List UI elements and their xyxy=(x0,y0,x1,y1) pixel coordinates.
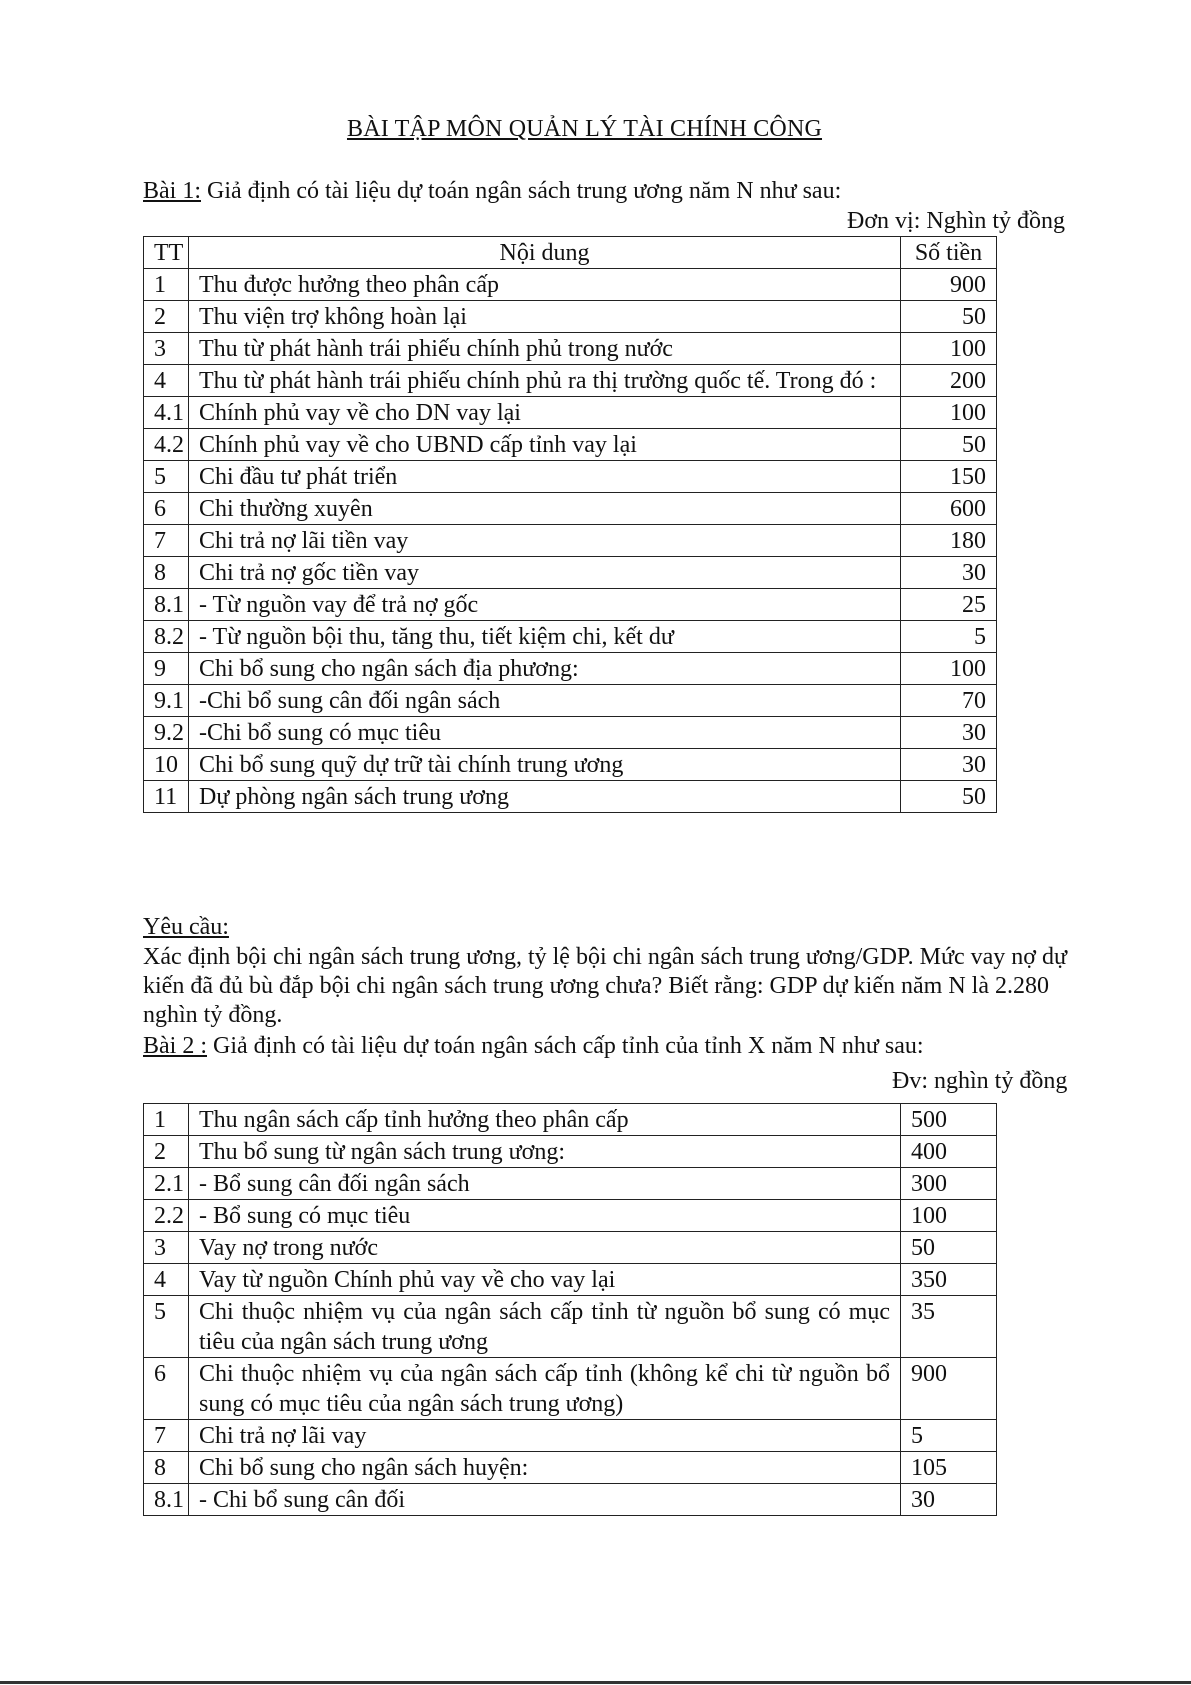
row-tt: 8.1 xyxy=(144,589,189,621)
bai1-header-row xyxy=(144,237,997,269)
table-row xyxy=(144,333,997,365)
table-row xyxy=(144,717,997,749)
table-row xyxy=(144,749,997,781)
row-content: Chi đầu tư phát triển xyxy=(189,461,901,493)
bai1-intro xyxy=(143,178,841,205)
requirement-text: Xác định bội chi ngân sách trung ương, tỷ lệ bội chi ngân sách trung ương/GDP. Mức vay nợ dự kiến đã đủ bù đắp bội chi ngân sách trung ương chưa? Biết rằng: GDP dự kiến năm N là 2.280 nghìn tỷ đồng. xyxy=(143,944,1067,1028)
row-tt: 3 xyxy=(144,1232,189,1264)
row-content: Chi trả nợ lãi vay xyxy=(189,1420,901,1452)
row-content: Chi thuộc nhiệm vụ của ngân sách cấp tỉnh từ nguồn bổ sung có mục tiêu của ngân sách trung ương xyxy=(189,1296,901,1358)
table-row xyxy=(144,781,997,813)
row-content: Thu bổ sung từ ngân sách trung ương: xyxy=(189,1136,901,1168)
table-row xyxy=(144,1200,997,1232)
row-content: Thu từ phát hành trái phiếu chính phủ ra thị trường quốc tế. Trong đó : xyxy=(189,365,901,397)
row-amount: 400 xyxy=(901,1136,997,1168)
row-amount: 600 xyxy=(901,493,997,525)
table-row xyxy=(144,269,997,301)
bai2-unit: Đv: nghìn tỷ đồng xyxy=(892,1068,1068,1094)
row-tt: 7 xyxy=(144,1420,189,1452)
table-row xyxy=(144,1136,997,1168)
row-content: -Chi bổ sung cân đối ngân sách xyxy=(189,685,901,717)
table-row xyxy=(144,557,997,589)
row-content: Thu ngân sách cấp tỉnh hưởng theo phân cấp xyxy=(189,1104,901,1136)
row-content: Chi thường xuyên xyxy=(189,493,901,525)
table-row xyxy=(144,525,997,557)
row-content: -Chi bổ sung có mục tiêu xyxy=(189,717,901,749)
row-amount: 105 xyxy=(901,1452,997,1484)
row-tt: 4.1 xyxy=(144,397,189,429)
row-amount: 900 xyxy=(901,1358,997,1420)
table-row xyxy=(144,493,997,525)
row-tt: 2 xyxy=(144,301,189,333)
row-amount: 180 xyxy=(901,525,997,557)
table-row xyxy=(144,1484,997,1516)
row-tt: 9.1 xyxy=(144,685,189,717)
row-amount: 35 xyxy=(901,1296,997,1358)
row-amount: 100 xyxy=(901,653,997,685)
table-row xyxy=(144,1232,997,1264)
table-row xyxy=(144,1104,997,1136)
row-amount: 5 xyxy=(901,1420,997,1452)
requirement-heading xyxy=(143,914,229,941)
row-amount: 900 xyxy=(901,269,997,301)
row-content: Thu từ phát hành trái phiếu chính phủ trong nước xyxy=(189,333,901,365)
row-amount: 200 xyxy=(901,365,997,397)
row-amount: 30 xyxy=(901,1484,997,1516)
row-tt: 7 xyxy=(144,525,189,557)
row-content: - Từ nguồn vay để trả nợ gốc xyxy=(189,589,901,621)
row-tt: 4 xyxy=(144,1264,189,1296)
requirement-label: Yêu cầu: xyxy=(143,914,229,940)
bai2-intro-text: Giả định có tài liệu dự toán ngân sách cấp tỉnh của tỉnh X năm N như sau: xyxy=(213,1033,924,1059)
row-tt: 8 xyxy=(144,557,189,589)
row-content: Chi trả nợ gốc tiền vay xyxy=(189,557,901,589)
bai2-label: Bài 2 : xyxy=(143,1033,207,1059)
row-amount: 30 xyxy=(901,557,997,589)
row-amount: 50 xyxy=(901,301,997,333)
row-content: Vay nợ trong nước xyxy=(189,1232,901,1264)
table-row xyxy=(144,1168,997,1200)
table-row xyxy=(144,1264,997,1296)
bai2-intro xyxy=(143,1033,924,1060)
row-amount: 5 xyxy=(901,621,997,653)
row-tt: 4.2 xyxy=(144,429,189,461)
bai1-unit: Đơn vị: Nghìn tỷ đồng xyxy=(847,208,1066,234)
table-row xyxy=(144,397,997,429)
row-amount: 30 xyxy=(901,749,997,781)
row-amount: 300 xyxy=(901,1168,997,1200)
page-bottom-rule xyxy=(0,1681,1191,1684)
row-amount: 50 xyxy=(901,1232,997,1264)
row-content: Chi trả nợ lãi tiền vay xyxy=(189,525,901,557)
row-tt: 1 xyxy=(144,1104,189,1136)
table-row xyxy=(144,621,997,653)
row-tt: 6 xyxy=(144,493,189,525)
row-content: - Bổ sung cân đối ngân sách xyxy=(189,1168,901,1200)
row-content: Chi thuộc nhiệm vụ của ngân sách cấp tỉnh (không kể chi từ nguồn bổ sung có mục tiêu của ngân sách trung ương) xyxy=(189,1358,901,1420)
table-row xyxy=(144,1296,997,1358)
row-content: Chi bổ sung cho ngân sách huyện: xyxy=(189,1452,901,1484)
table-row xyxy=(144,685,997,717)
header-tt: TT xyxy=(144,237,189,269)
row-tt: 9 xyxy=(144,653,189,685)
row-tt: 1 xyxy=(144,269,189,301)
row-content: Chi bổ sung quỹ dự trữ tài chính trung ương xyxy=(189,749,901,781)
row-tt: 8 xyxy=(144,1452,189,1484)
row-content: Dự phòng ngân sách trung ương xyxy=(189,781,901,813)
bai1-intro-text: Giả định có tài liệu dự toán ngân sách trung ương năm N như sau: xyxy=(207,178,842,204)
row-amount: 100 xyxy=(901,1200,997,1232)
row-content: - Bổ sung có mục tiêu xyxy=(189,1200,901,1232)
row-tt: 8.1 xyxy=(144,1484,189,1516)
table-row xyxy=(144,429,997,461)
table-row xyxy=(144,589,997,621)
row-tt: 10 xyxy=(144,749,189,781)
bai1-label: Bài 1: xyxy=(143,178,201,204)
table-row xyxy=(144,461,997,493)
header-content: Nội dung xyxy=(189,237,901,269)
table-row xyxy=(144,365,997,397)
row-content: Chính phủ vay về cho DN vay lại xyxy=(189,397,901,429)
row-amount: 500 xyxy=(901,1104,997,1136)
row-tt: 4 xyxy=(144,365,189,397)
row-amount: 25 xyxy=(901,589,997,621)
row-amount: 100 xyxy=(901,333,997,365)
row-tt: 11 xyxy=(144,781,189,813)
table-row xyxy=(144,653,997,685)
header-amount: Số tiền xyxy=(901,237,997,269)
table-row xyxy=(144,1452,997,1484)
bai1-table xyxy=(143,236,997,813)
row-content: Vay từ nguồn Chính phủ vay về cho vay lại xyxy=(189,1264,901,1296)
row-amount: 70 xyxy=(901,685,997,717)
row-content: - Chi bổ sung cân đối xyxy=(189,1484,901,1516)
row-tt: 5 xyxy=(144,461,189,493)
row-amount: 350 xyxy=(901,1264,997,1296)
row-content: Thu được hưởng theo phân cấp xyxy=(189,269,901,301)
row-tt: 6 xyxy=(144,1358,189,1420)
row-amount: 150 xyxy=(901,461,997,493)
row-tt: 3 xyxy=(144,333,189,365)
row-amount: 50 xyxy=(901,781,997,813)
row-amount: 30 xyxy=(901,717,997,749)
row-tt: 8.2 xyxy=(144,621,189,653)
row-content: - Từ nguồn bội thu, tăng thu, tiết kiệm chi, kết dư xyxy=(189,621,901,653)
row-amount: 100 xyxy=(901,397,997,429)
table-row xyxy=(144,1358,997,1420)
row-content: Chính phủ vay về cho UBND cấp tỉnh vay lại xyxy=(189,429,901,461)
row-tt: 5 xyxy=(144,1296,189,1358)
row-tt: 2 xyxy=(144,1136,189,1168)
row-tt: 9.2 xyxy=(144,717,189,749)
row-tt: 2.2 xyxy=(144,1200,189,1232)
page-title: BÀI TẬP MÔN QUẢN LÝ TÀI CHÍNH CÔNG xyxy=(346,116,823,142)
row-content: Chi bổ sung cho ngân sách địa phương: xyxy=(189,653,901,685)
row-amount: 50 xyxy=(901,429,997,461)
table-row xyxy=(144,1420,997,1452)
row-tt: 2.1 xyxy=(144,1168,189,1200)
row-content: Thu viện trợ không hoàn lại xyxy=(189,301,901,333)
table-row xyxy=(144,301,997,333)
bai2-table xyxy=(143,1103,997,1516)
